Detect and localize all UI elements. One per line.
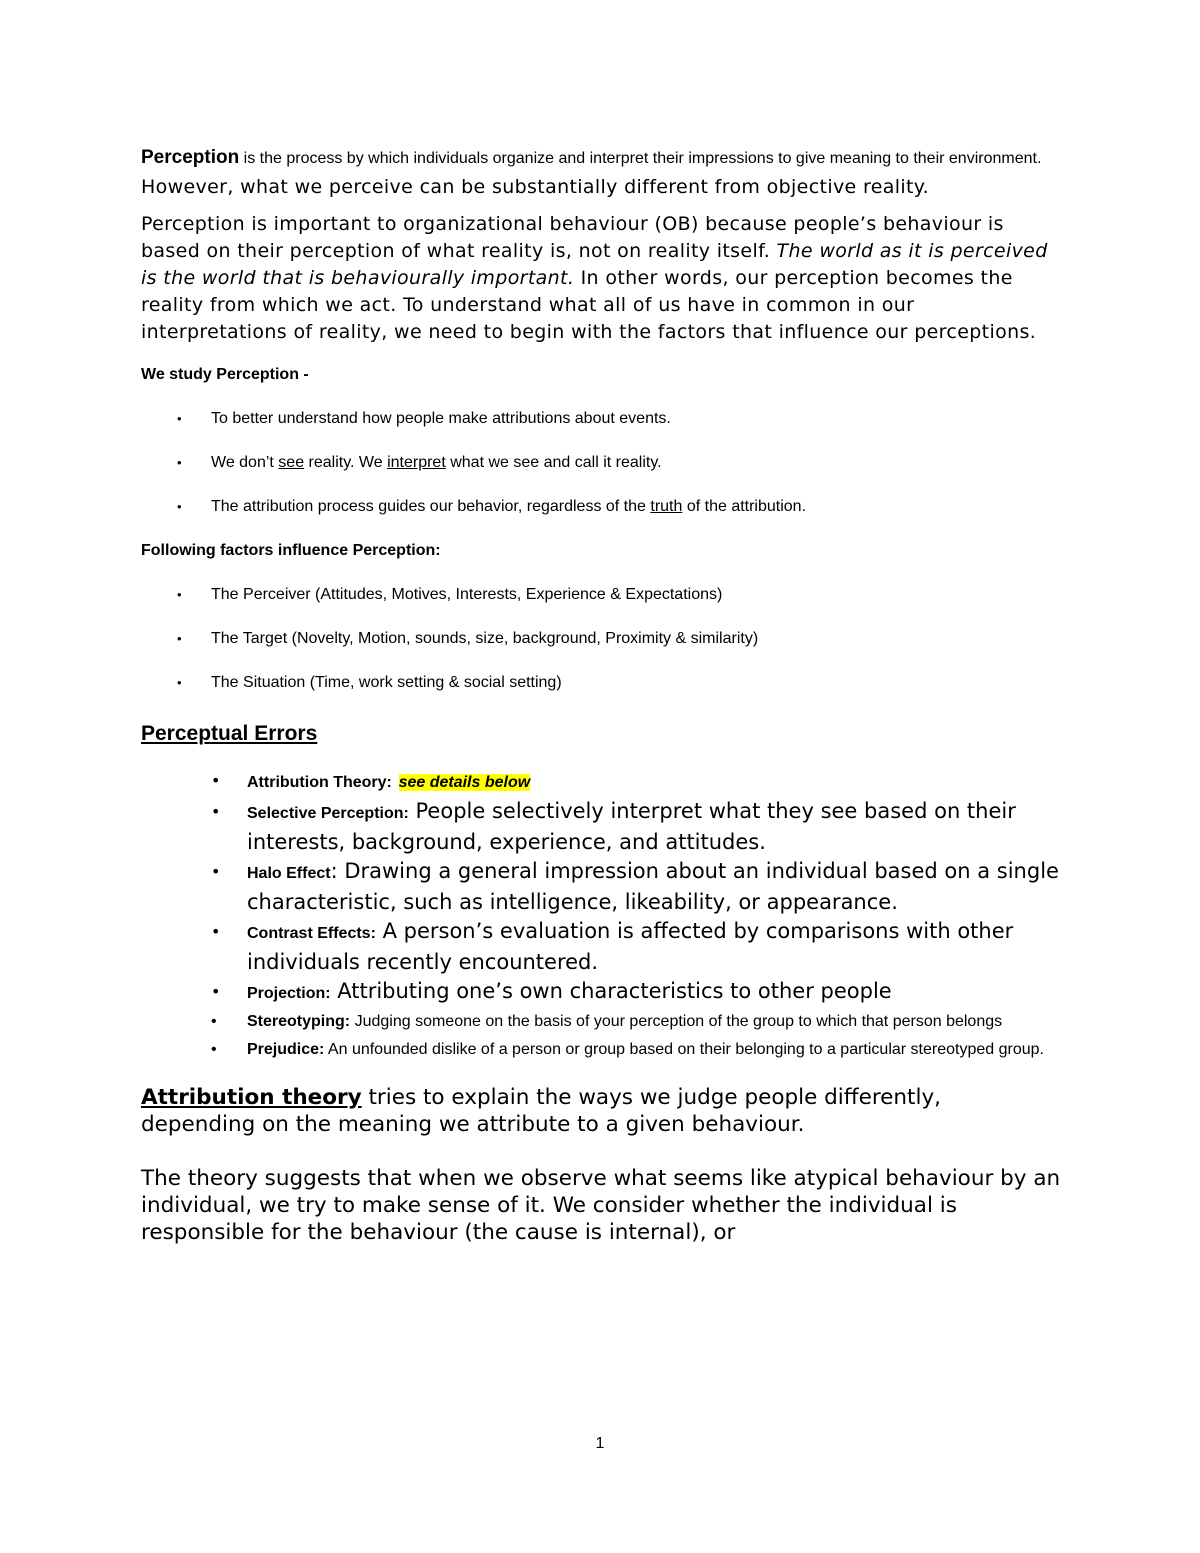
intro-definition-rest: However, what we perceive can be substantially different from objective reality. <box>141 176 930 198</box>
attribution-paragraph-2: The theory suggests that when we observe what seems like atypical behaviour by an individual, we try to make sense of it. We consider whether the individual is responsible for the behaviour (the cause is internal), or <box>141 1166 1061 1245</box>
importance-part1: Perception is important to organizational behaviour (OB) because people’s behaviour is based on their perception of what reality is, not on reality itself. <box>141 213 1004 262</box>
list-item: • Selective Perception: People selectively interpret what they see based on their interests, background, experience, and attitudes. <box>211 799 1016 854</box>
bullet-icon: • <box>177 675 182 690</box>
list-item: • The Perceiver (Attitudes, Motives, Interests, Experience & Expectations) <box>141 584 1061 606</box>
list-item: • Contrast Effects: A person’s evaluation is affected by comparisons with other individuals recently encountered. <box>211 919 1014 974</box>
bullet-icon: • <box>211 922 221 941</box>
study-heading: We study Perception - <box>141 366 309 383</box>
bullet-icon: • <box>211 771 221 790</box>
attribution-paragraph: Attribution theory tries to explain the ways we judge people differently, depending on the meaning we attribute to a given behaviour. <box>141 1085 941 1137</box>
list-item: • Stereotyping: Judging someone on the basis of your perception of the group to which that person belongs <box>141 1008 1061 1036</box>
list-item: • We don’t see reality. We interpret what we see and call it reality. <box>141 452 1061 474</box>
importance-part2: In other words, our perception becomes the reality from which we act. To understand what all of us have in common in our interpretations of reality, we need to begin with the factors that influence our perceptions. <box>141 267 1037 343</box>
bullet-icon: • <box>211 982 221 1001</box>
list-item: • The Situation (Time, work setting & social setting) <box>141 672 1061 694</box>
list-item: • Halo Effect: Drawing a general impression about an individual based on a single characteristic, such as intelligence, likeability, or appearance. <box>211 859 1059 914</box>
highlighted-note: see details below <box>398 774 531 791</box>
list-item: • Attribution Theory: see details below <box>141 766 1061 797</box>
bullet-icon: • <box>177 411 182 426</box>
intro-paragraph <box>141 143 1061 203</box>
importance-paragraph <box>141 211 1061 346</box>
list-item: • The attribution process guides our behavior, regardless of the truth of the attribution. <box>141 496 1061 518</box>
attribution-term: Attribution theory <box>141 1085 362 1110</box>
page-number: 1 <box>595 1435 605 1452</box>
bullet-icon: • <box>177 455 182 470</box>
bullet-icon: • <box>211 1013 217 1030</box>
list-item: • To better understand how people make attributions about events. <box>141 408 1061 430</box>
bullet-icon: • <box>211 802 221 821</box>
perceptual-errors-heading: Perceptual Errors <box>141 722 318 745</box>
page-content <box>141 143 1061 1246</box>
intro-definition: is the process by which individuals organize and interpret their impressions to give meaning to their environment. <box>239 150 1042 167</box>
study-list <box>141 408 1061 518</box>
factors-heading: Following factors influence Perception: <box>141 542 441 559</box>
bullet-icon: • <box>211 1041 217 1058</box>
bullet-icon: • <box>177 587 182 602</box>
importance-italic: The world as it is perceived is the world that is behaviourally important. <box>141 240 1048 289</box>
bullet-icon: • <box>177 631 182 646</box>
bullet-icon: • <box>211 862 221 881</box>
intro-term: Perception <box>141 147 240 168</box>
factors-list <box>141 584 1061 694</box>
list-item: • Projection: Attributing one’s own characteristics to other people <box>141 977 1061 1008</box>
list-item: • Prejudice: An unfounded dislike of a person or group based on their belonging to a particular stereotyped group. <box>141 1036 1061 1064</box>
list-item: • The Target (Novelty, Motion, sounds, size, background, Proximity & similarity) <box>141 628 1061 650</box>
bullet-icon: • <box>177 499 182 514</box>
errors-list <box>141 766 1061 1064</box>
